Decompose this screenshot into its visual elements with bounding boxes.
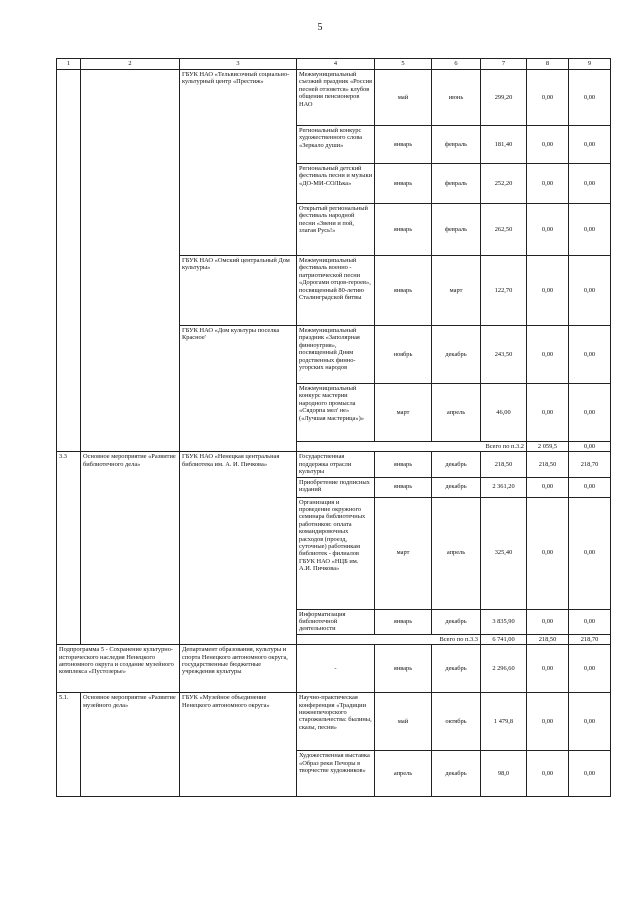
end-month: октябрь [432, 693, 481, 751]
start-month: апрель [375, 751, 432, 797]
start-month: май [375, 693, 432, 751]
start-month: январь [375, 204, 432, 256]
value-2025: 0,00 [569, 326, 611, 384]
value-2025: 0,00 [569, 693, 611, 751]
col-header: 2 [81, 59, 180, 70]
table-row [57, 693, 611, 751]
subprogram-row [57, 645, 611, 693]
value-2024: 0,00 [527, 497, 569, 609]
value-2023: 122,70 [481, 256, 527, 326]
value-2023: 98,0 [481, 751, 527, 797]
org-cell: ГБУК «Музейное объединение Ненецкого автономного округа» [180, 693, 297, 797]
end-month: февраль [432, 204, 481, 256]
event-cell: Межмуниципальный праздник «Заполярная финноугрия», посвященный Дням родственных финно-угорских народов [297, 326, 375, 384]
value-2024: 0,00 [527, 384, 569, 442]
start-month: ноябрь [375, 326, 432, 384]
end-month: декабрь [432, 326, 481, 384]
value-2025: 218,70 [569, 452, 611, 477]
value-2024: 0,00 [527, 693, 569, 751]
event-cell: Научно-практическая конференция «Традиции нижнепечорского старожильчества: былины, сказы, песни» [297, 693, 375, 751]
num-cell [57, 70, 81, 452]
org-cell: ГБУК НАО «Тельвисочный социально-культурный центр «Престиж» [180, 70, 297, 256]
end-month: декабрь [432, 452, 481, 477]
total-2023: 6 741,00 [481, 634, 527, 644]
value-2024: 0,00 [527, 751, 569, 797]
value-2025: 0,00 [569, 70, 611, 126]
value-2023: 46,00 [481, 384, 527, 442]
end-month: апрель [432, 497, 481, 609]
event-cell: Приобретение подписных изданий [297, 477, 375, 497]
value-2024: 0,00 [527, 126, 569, 164]
value-2023: 2 296,60 [481, 645, 527, 693]
end-month: декабрь [432, 645, 481, 693]
value-2024: 0,00 [527, 204, 569, 256]
end-month: март [432, 256, 481, 326]
column-number-row [57, 59, 611, 70]
budget-table [56, 58, 611, 797]
total-2024: 218,50 [527, 634, 569, 644]
value-2025: 0,00 [569, 164, 611, 204]
subprogram-title: Подпрограмма 5 - Сохранение культурно-исторического наследия Ненецкого автономного округа и создание музейного комплекса «Пустозерье» [57, 645, 180, 693]
value-2023: 325,40 [481, 497, 527, 609]
value-2023: 299,20 [481, 70, 527, 126]
start-month: январь [375, 256, 432, 326]
event-cell: Межмуниципальный фестиваль военно - патриотической песни «Дорогами отцов-героев», посвященный 80-летию Сталинградской битвы [297, 256, 375, 326]
value-2024: 0,00 [527, 477, 569, 497]
value-2024: 0,00 [527, 256, 569, 326]
col-header: 7 [481, 59, 527, 70]
value-2024: 0,00 [527, 70, 569, 126]
event-cell: Межмуниципальный конкурс мастерии народного промысла «Сядорпа мел' не» («Лучшая мастерица»)» [297, 384, 375, 442]
col-header: 1 [57, 59, 81, 70]
event-cell: Открытый региональный фестиваль народной песни «Звени и пой, злагая Русь!» [297, 204, 375, 256]
end-month: июнь [432, 70, 481, 126]
end-month: апрель [432, 384, 481, 442]
table-row [57, 70, 611, 126]
value-2024: 0,00 [527, 645, 569, 693]
event-cell: - [297, 645, 375, 693]
value-2023: 262,50 [481, 204, 527, 256]
page-number: 5 [317, 22, 323, 33]
num-cell: 3.3 [57, 452, 81, 645]
value-2024: 218,50 [527, 452, 569, 477]
start-month: январь [375, 645, 432, 693]
event-cell: Организация и проведение окружного семинара библиотечных работников: оплата командировочных расходов (проезд, суточные) работникам библиотек - филиалов ГБУК НАО «НЦБ им. А.И. Пичкова» [297, 497, 375, 609]
event-cell: Информатизация библиотечной деятельности [297, 609, 375, 634]
event-cell: Региональный конкурс художественного слова «Зеркало души» [297, 126, 375, 164]
value-2024: 0,00 [527, 326, 569, 384]
start-month: январь [375, 609, 432, 634]
total-label: Всего по п.3.2 [297, 442, 527, 452]
event-cell: Художественная выставка «Образ реки Печоры в творчестве художников» [297, 751, 375, 797]
value-2023: 181,40 [481, 126, 527, 164]
value-2025: 0,00 [569, 256, 611, 326]
value-2023: 3 835,90 [481, 609, 527, 634]
start-month: январь [375, 452, 432, 477]
value-2025: 0,00 [569, 609, 611, 634]
value-2025: 0,00 [569, 751, 611, 797]
col-header: 3 [180, 59, 297, 70]
org-cell: ГБУК НАО «Дом культуры поселка Красное' [180, 326, 297, 452]
event-cell: Государственная поддержка отрасли культуры [297, 452, 375, 477]
col-header: 8 [527, 59, 569, 70]
start-month: март [375, 497, 432, 609]
col-header: 5 [375, 59, 432, 70]
start-month: январь [375, 164, 432, 204]
start-month: март [375, 384, 432, 442]
total-2025: 218,70 [569, 634, 611, 644]
event-cell: Межмуниципальный съезжий праздник «Россия песней отзовется» клубов общения пенсионеров НАО [297, 70, 375, 126]
start-month: январь [375, 126, 432, 164]
value-2023: 2 361,20 [481, 477, 527, 497]
value-2025: 0,00 [569, 497, 611, 609]
org-cell: Департамент образования, культуры и спорта Ненецкого автономного округа, государственные бюджетные учреждения культуры [180, 645, 297, 693]
col-header: 6 [432, 59, 481, 70]
value-2023: 1 479,8 [481, 693, 527, 751]
end-month: февраль [432, 164, 481, 204]
activity-cell: Основное мероприятие «Развитие музейного дела» [81, 693, 180, 797]
start-month: май [375, 70, 432, 126]
event-cell: Региональный детский фестиваль песни и музыки «ДО-МИ-СОЛЬка» [297, 164, 375, 204]
total-label: Всего по п.3.3 [297, 634, 481, 644]
org-cell: ГБУК НАО «Омский центральный Дом культуры» [180, 256, 297, 326]
value-2023: 218,50 [481, 452, 527, 477]
value-2025: 0,00 [569, 645, 611, 693]
activity-cell [81, 70, 180, 452]
value-2025: 0,00 [569, 384, 611, 442]
end-month: февраль [432, 126, 481, 164]
value-2023: 243,50 [481, 326, 527, 384]
col-header: 4 [297, 59, 375, 70]
value-2025: 0,00 [569, 126, 611, 164]
value-2023: 252,20 [481, 164, 527, 204]
start-month: январь [375, 477, 432, 497]
value-2025: 0,00 [569, 204, 611, 256]
value-2024: 0,00 [527, 609, 569, 634]
value-2025: 0,00 [569, 477, 611, 497]
table-row [57, 452, 611, 477]
activity-cell: Основное мероприятие «Развитие библиотечного дела» [81, 452, 180, 645]
org-cell: ГБУК НАО «Ненецкая центральная библиотека им. А. И. Пичкова» [180, 452, 297, 645]
num-cell: 5.1. [57, 693, 81, 797]
end-month: декабрь [432, 609, 481, 634]
end-month: декабрь [432, 477, 481, 497]
value-2024: 0,00 [527, 164, 569, 204]
col-header: 9 [569, 59, 611, 70]
total-2023: 2 059,5 [527, 442, 569, 452]
total-2024: 0,00 [569, 442, 611, 452]
end-month: декабрь [432, 751, 481, 797]
